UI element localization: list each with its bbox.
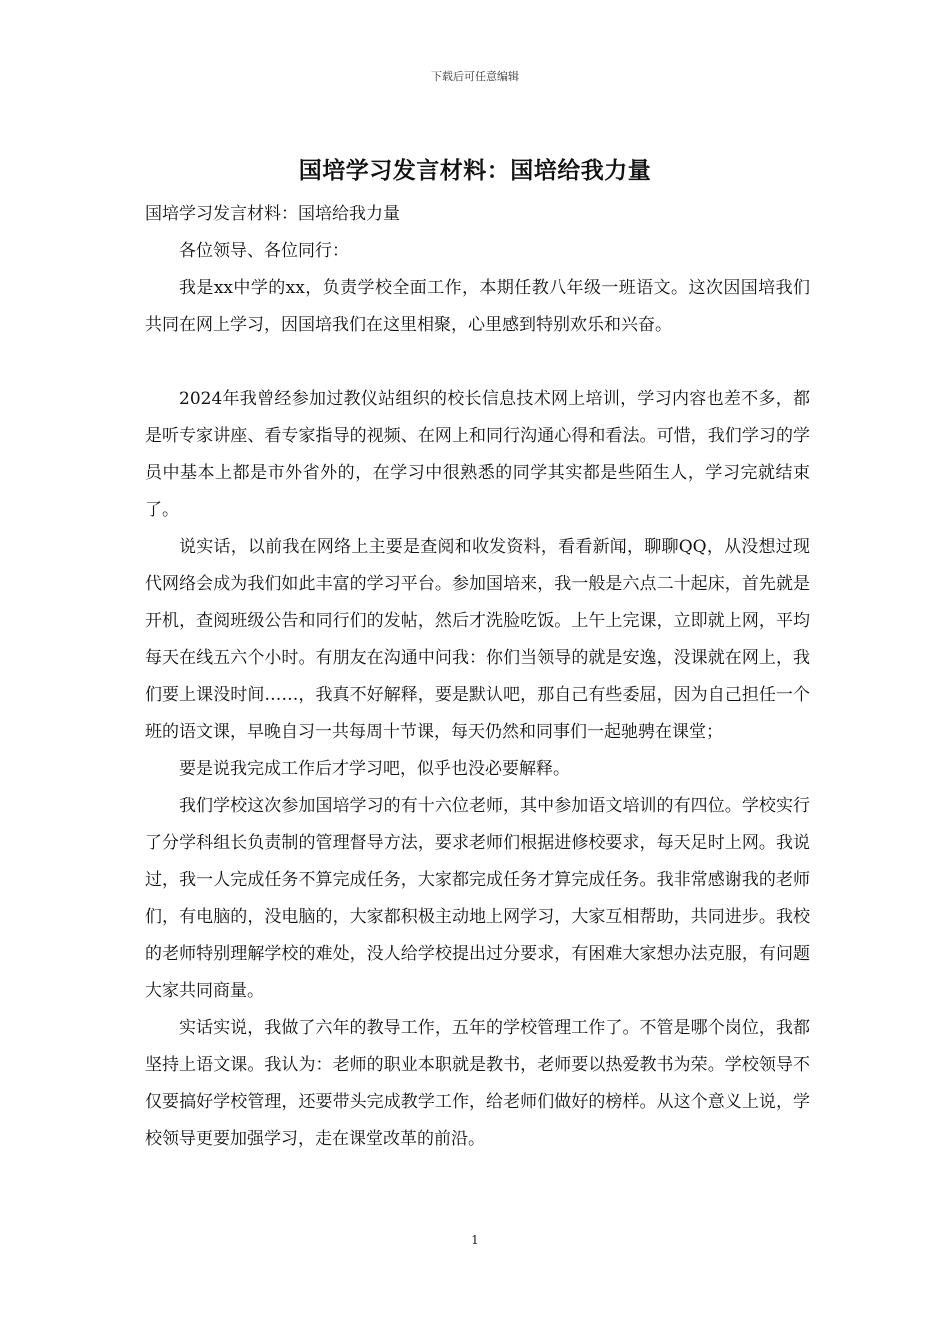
page-number: 1 — [471, 1233, 479, 1247]
paragraph: 说实话，以前我在网络上主要是查阅和收发资料，看看新闻，聊聊QQ，从没想过现代网络会成为我们如此丰富的学习平台。参加国培来，我一般是六点二十起床，首先就是开机，查阅班级公告和同行们的发帖，然后才洗脸吃饭。上午上完课，立即就上网，平均每天在线五六个小时。有朋友在沟通中问我：你们当领导的就是安逸，没课就在网上，我们要上课没时间……，我真不好解释，要是默认吧，那自己有些委屈，因为自己担任一个班的语文课，早晚自习一共每周十节课，每天仍然和同事们一起驰骋在课堂； — [145, 537, 810, 742]
paragraph: 2024年我曾经参加过教仪站组织的校长信息技术网上培训，学习内容也差不多，都是听专家讲座、看专家指导的视频、在网上和同行沟通心得和看法。可惜，我们学习的学员中基本上都是市外省外的，在学习中很熟悉的同学其实都是些陌生人，学习完就结束了。 — [145, 389, 810, 520]
document-body — [145, 196, 810, 1158]
paragraph: 我是xx中学的xx，负责学校全面工作，本期任教八年级一班语文。这次因国培我们共同在网上学习，因国培我们在这里相聚，心里感到特别欢乐和兴奋。 — [145, 278, 810, 335]
greeting: 各位领导、各位同行： — [179, 241, 349, 261]
paragraph: 我们学校这次参加国培学习的有十六位老师，其中参加语文培训的有四位。学校实行了分学科组长负责制的管理督导方法，要求老师们根据进修校要求，每天足时上网。我说过，我一人完成任务不算完成任务，大家都完成任务才算完成任务。我非常感谢我的老师们，有电脑的，没电脑的，大家都积极主动地上网学习，大家互相帮助，共同进步。我校的老师特别理解学校的难处，没人给学校提出过分要求，有困难大家想办法克服，有问题大家共同商量。 — [145, 796, 810, 1001]
page-header-note: 下载后可任意编辑 — [431, 70, 519, 83]
paragraph: 要是说我完成工作后才学习吧，似乎也没必要解释。 — [179, 759, 570, 779]
subtitle-line: 国培学习发言材料：国培给我力量 — [145, 204, 400, 224]
paragraph: 实话实说，我做了六年的教导工作，五年的学校管理工作了。不管是哪个岗位，我都坚持上语文课。我认为：老师的职业本职就是教书，老师要以热爱教书为荣。学校领导不仅要搞好学校管理，还要带头完成教学工作，给老师们做好的榜样。从这个意义上说，学校领导更要加强学习，走在课堂改革的前沿。 — [145, 1018, 810, 1149]
document-title: 国培学习发言材料：国培给我力量 — [298, 157, 652, 184]
